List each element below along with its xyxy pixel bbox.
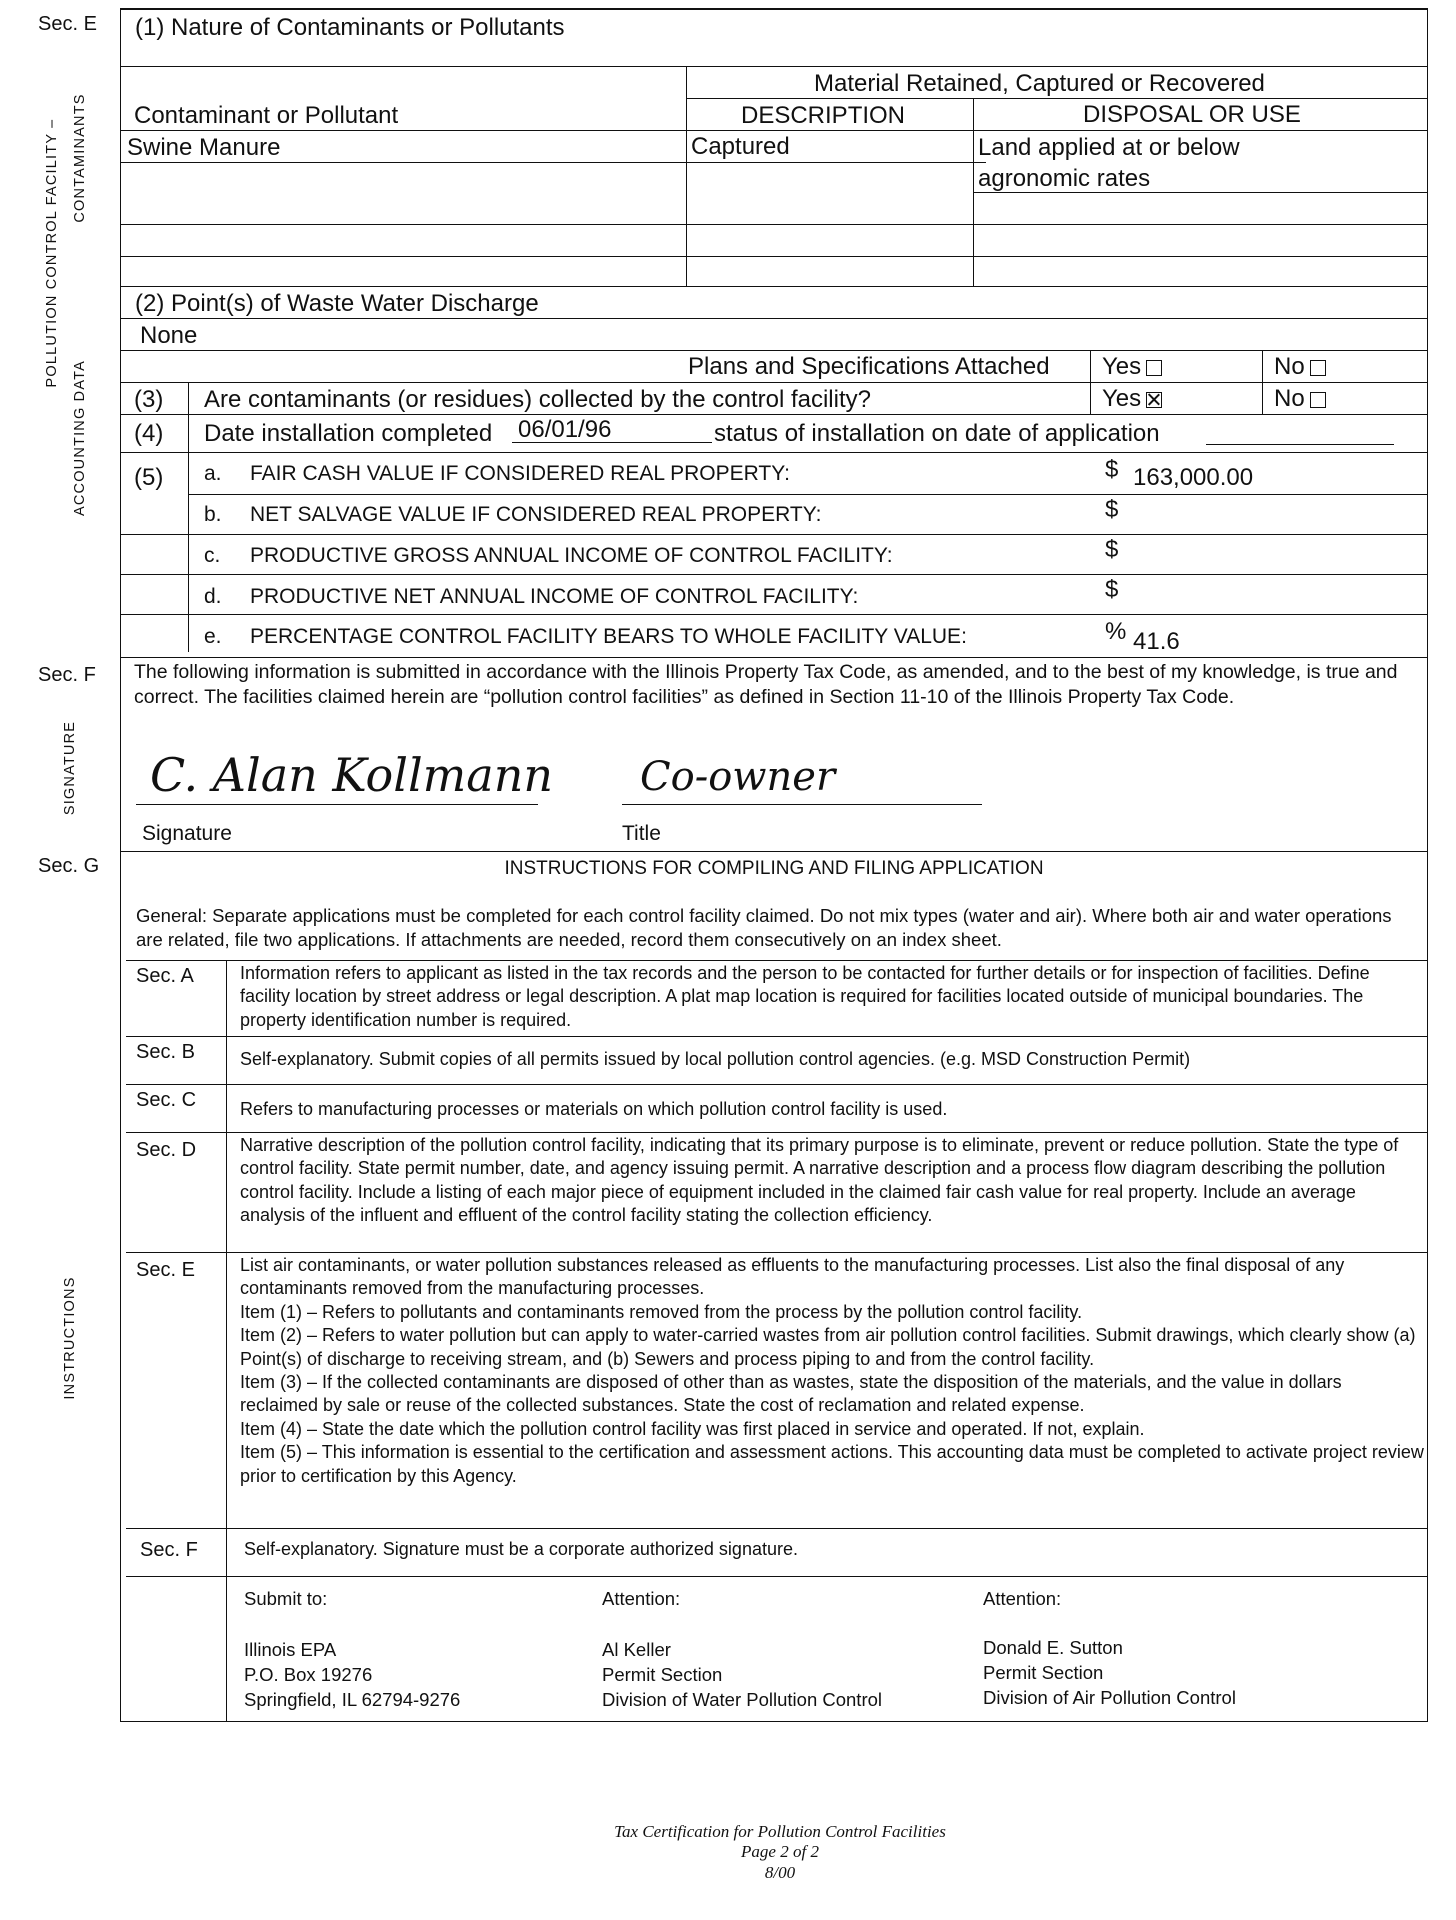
submit-line-1: Illinois EPA [244, 1639, 337, 1660]
row1-disposal-line2: agronomic rates [978, 165, 1151, 192]
item5a-symbol: $ [1105, 456, 1119, 483]
submit-to-head: Submit to: [244, 1588, 328, 1609]
plans-yes[interactable]: Yes [1102, 355, 1162, 379]
side-label-signature: SIGNATURE [62, 720, 78, 816]
certification-statement: The following information is submitted in accordance with the Illinois Property Tax Code, as amended, and to the best of my knowledge, is true and correct. The facilities claimed herein are “pollution control facilities” as defined in Section 11-10 of the Illinois Property Tax Code. [134, 661, 1398, 708]
instr-sec-f-text: Self-explanatory. Signature must be a corporate authorized signature. [244, 1539, 798, 1559]
submit-to-address [244, 1638, 460, 1712]
col-description: DESCRIPTION [741, 102, 906, 129]
title-label: Title [622, 822, 661, 845]
submit-line-3: Springfield, IL 62794-9276 [244, 1688, 461, 1710]
item5a-letter: a. [204, 462, 222, 485]
item5e-symbol: % [1105, 618, 1127, 645]
item4-label: Date installation completed [204, 420, 493, 447]
item5e-text: PERCENTAGE CONTROL FACILITY BEARS TO WHOLE FACILITY VALUE: [250, 625, 967, 648]
item5e-letter: e. [204, 625, 222, 648]
instructions-heading: INSTRUCTIONS FOR COMPILING AND FILING APPLICATION [504, 858, 1044, 879]
footer-title: Tax Certification for Pollution Control Facilities [614, 1822, 946, 1841]
sec-e-label: Sec. E [38, 13, 97, 35]
side-label-contaminants: CONTAMINANTS [72, 93, 88, 223]
item5c-text: PRODUCTIVE GROSS ANNUAL INCOME OF CONTROL FACILITY: [250, 544, 893, 567]
item3-yes[interactable]: Yes [1102, 387, 1162, 411]
attention-air-address [983, 1636, 1236, 1710]
item5a-text: FAIR CASH VALUE IF CONSIDERED REAL PROPERTY: [250, 462, 790, 485]
instr-sec-f-label: Sec. F [140, 1539, 198, 1561]
plans-no[interactable]: No [1274, 355, 1326, 379]
discharge-value: None [140, 322, 198, 349]
instr-sec-d-label: Sec. D [136, 1139, 197, 1161]
instr-sec-c-label: Sec. C [136, 1089, 197, 1111]
attention-water-head: Attention: [602, 1588, 681, 1609]
instr-sec-d-text: Narrative description of the pollution control facility, indicating that its primary purpose is to eliminate, prevent or reduce pollution. State the type of control facility. State permit number, date, and agency issuing permit. A narrative description and a process flow diagram describing the pollution control facility. Include a listing of each major piece of equipment included in the claimed fair cash value for real property. Include an average analysis of the influent and effluent of the control facility stating the collection efficiency. [240, 1135, 1399, 1226]
item3-text: Are contaminants (or residues) collected by the control facility? [204, 386, 871, 413]
item3-no[interactable]: No [1274, 387, 1326, 411]
instr-sec-b-label: Sec. B [136, 1041, 195, 1063]
item4-num: (4) [134, 420, 164, 447]
item5e-value[interactable]: 41.6 [1133, 628, 1180, 655]
item3-num: (3) [134, 386, 164, 413]
discharge-title: (2) Point(s) of Waste Water Discharge [135, 290, 539, 317]
top-rule [130, 8, 1428, 10]
item5-num: (5) [134, 464, 164, 491]
signature-line [136, 804, 538, 805]
item5c-letter: c. [204, 544, 221, 567]
form-footer [480, 1822, 1080, 1883]
title-line [622, 804, 982, 805]
sec-f-label: Sec. F [38, 664, 96, 686]
plans-yes-checkbox[interactable] [1146, 360, 1162, 376]
side-label-accounting: ACCOUNTING DATA [72, 359, 88, 517]
water-line-1: Al Keller [602, 1639, 671, 1660]
air-line-1: Donald E. Sutton [983, 1637, 1123, 1658]
instr-sec-e-label: Sec. E [136, 1259, 195, 1281]
item5d-text: PRODUCTIVE NET ANNUAL INCOME OF CONTROL FACILITY: [250, 585, 859, 608]
instructions-general: General: Separate applications must be completed for each control facility claimed. Do not mix types (water and air). Where both air and water operations are related, file two applications. If attachments are needed, record them consecutively on an index sheet. [136, 905, 1392, 951]
plans-label: Plans and Specifications Attached [688, 353, 1050, 380]
col-contaminant: Contaminant or Pollutant [134, 102, 399, 129]
attention-air-head: Attention: [983, 1588, 1062, 1609]
air-line-2: Permit Section [983, 1661, 1104, 1683]
side-label-pollution: POLLUTION CONTROL FACILITY – [44, 118, 60, 388]
material-header: Material Retained, Captured or Recovered [814, 70, 1265, 97]
air-line-3: Division of Air Pollution Control [983, 1686, 1236, 1708]
item4-status-field[interactable] [1206, 444, 1394, 445]
instr-sec-a-label: Sec. A [136, 965, 194, 987]
water-line-2: Permit Section [602, 1663, 723, 1685]
item4-date-field[interactable]: 06/01/96 [512, 418, 712, 443]
signature-value[interactable]: C. Alan Kollmann [150, 748, 553, 802]
item4-status-label: status of installation on date of application [714, 420, 1160, 447]
instr-sec-a-text: Information refers to applicant as listed in the tax records and the person to be contacted for further details or for inspection of facilities. Define facility location by street address or legal description. A plat map location is required for facilities located outside of municipal boundaries. The property identification number is required. [240, 963, 1370, 1030]
item3-yes-checkbox-checked[interactable] [1146, 392, 1162, 408]
attention-water-address [602, 1638, 882, 1712]
item5d-symbol: $ [1105, 576, 1119, 603]
water-line-3: Division of Water Pollution Control [602, 1688, 883, 1710]
item5a-value[interactable]: 163,000.00 [1133, 464, 1254, 491]
signature-label: Signature [142, 822, 232, 845]
item3-no-checkbox[interactable] [1310, 392, 1326, 408]
row1-contaminant: Swine Manure [127, 134, 281, 161]
item5c-symbol: $ [1105, 536, 1119, 563]
title-value[interactable]: Co-owner [640, 754, 836, 800]
item5b-symbol: $ [1105, 496, 1119, 523]
plans-no-checkbox[interactable] [1310, 360, 1326, 376]
item5b-text: NET SALVAGE VALUE IF CONSIDERED REAL PROPERTY: [250, 503, 822, 526]
instr-sec-c-text: Refers to manufacturing processes or materials on which pollution control facility is used. [240, 1099, 948, 1119]
footer-revision: 8/00 [764, 1862, 796, 1882]
instr-sec-b-text: Self-explanatory. Submit copies of all permits issued by local pollution control agencies. (e.g. MSD Construction Permit) [240, 1049, 1191, 1069]
nature-title: (1) Nature of Contaminants or Pollutants [135, 14, 565, 41]
row1-disposal-line1: Land applied at or below [978, 134, 1240, 161]
row1-description: Captured [691, 133, 790, 160]
side-label-instructions: INSTRUCTIONS [62, 1276, 78, 1400]
instr-sec-e-text: List air contaminants, or water pollution substances released as effluents to the manufacturing processes. List also the final disposal of any contaminants removed from the manufacturing processes. Item (1) – Refers to pollutants and contaminants removed from the process by the pollution control facility. Item (2) – Refers to water pollution but can apply to water-carried wastes from air pollution control facilities. Submit drawings, which clearly show (a) Point(s) of discharge to receiving stream, and (b) Sewers and process piping to and from the control facility. Item (3) – If the collected contaminants are disposed of other than as wastes, state the disposition of the materials, and the value in dollars reclaimed by sale or reuse of the collected substances. State the cost of reclamation and related expense. Item (4) – State the date which the pollution control facility was first placed in service and operated. If not, explain. Item (5) – This information is essential to the certification and assessment actions. This accounting data must be completed to activate project review prior to certification by this Agency. [240, 1255, 1424, 1486]
col-disposal: DISPOSAL OR USE [1083, 101, 1301, 128]
sec-g-label: Sec. G [38, 855, 100, 877]
item5b-letter: b. [204, 503, 222, 526]
footer-page: Page 2 of 2 [741, 1842, 819, 1862]
item5d-letter: d. [204, 585, 222, 608]
submit-line-2: P.O. Box 19276 [244, 1663, 373, 1685]
